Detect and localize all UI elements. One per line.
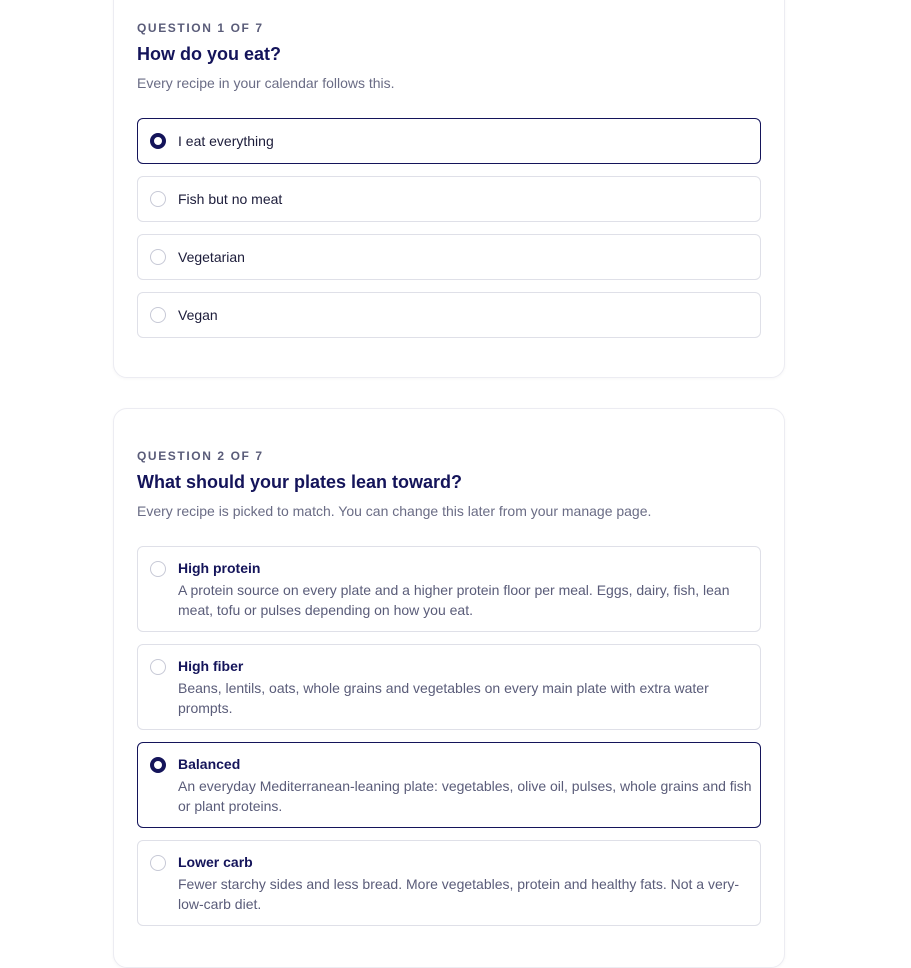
- option-balanced[interactable]: [137, 742, 761, 828]
- radio-icon[interactable]: [150, 561, 166, 577]
- radio-icon[interactable]: [150, 249, 166, 265]
- option-label: High protein: [178, 560, 261, 576]
- option-description: A protein source on every plate and a higher protein floor per meal. Eggs, dairy, fish, lean meat, tofu or pulses depending on how you eat.: [178, 582, 730, 618]
- option-description: Fewer starchy sides and less bread. More vegetables, protein and healthy fats. Not a very-low-carb diet.: [178, 876, 740, 912]
- option-label: Vegetarian: [178, 249, 245, 265]
- option-high-fiber[interactable]: [137, 644, 761, 730]
- question-1-title: How do you eat?: [137, 44, 281, 64]
- option-label: Fish but no meat: [178, 191, 283, 207]
- option-label: Lower carb: [178, 854, 253, 870]
- question-card-1: [113, 0, 785, 378]
- question-1-options: [137, 118, 761, 350]
- question-1-subtitle: Every recipe in your calendar follows this.: [137, 75, 395, 91]
- radio-icon[interactable]: [150, 191, 166, 207]
- question-2-title: What should your plates lean toward?: [137, 472, 463, 492]
- option-label: Balanced: [178, 756, 241, 772]
- option-lower-carb[interactable]: [137, 840, 761, 926]
- radio-icon[interactable]: [150, 855, 166, 871]
- radio-icon[interactable]: [150, 307, 166, 323]
- option-label: High fiber: [178, 658, 244, 674]
- question-2-eyebrow: QUESTION 2 OF 7: [137, 449, 264, 463]
- option-vegetarian[interactable]: [137, 234, 761, 280]
- question-1-eyebrow: QUESTION 1 OF 7: [137, 21, 264, 35]
- option-high-protein[interactable]: [137, 546, 761, 632]
- question-card-2: [113, 408, 785, 968]
- radio-icon[interactable]: [150, 659, 166, 675]
- option-label: I eat everything: [178, 133, 274, 149]
- question-2-subtitle: Every recipe is picked to match. You can change this later from your manage page.: [137, 503, 652, 519]
- option-description: Beans, lentils, oats, whole grains and vegetables on every main plate with extra water prompts.: [178, 680, 709, 716]
- option-fish-but-no-meat[interactable]: [137, 176, 761, 222]
- option-label: Vegan: [178, 307, 218, 323]
- question-2-options: [137, 546, 761, 938]
- option-vegan[interactable]: [137, 292, 761, 338]
- option-i-eat-everything[interactable]: [137, 118, 761, 164]
- radio-icon[interactable]: [150, 757, 166, 773]
- radio-icon[interactable]: [150, 133, 166, 149]
- option-description: An everyday Mediterranean-leaning plate: vegetables, olive oil, pulses, whole grains and fish or plant proteins.: [178, 778, 752, 814]
